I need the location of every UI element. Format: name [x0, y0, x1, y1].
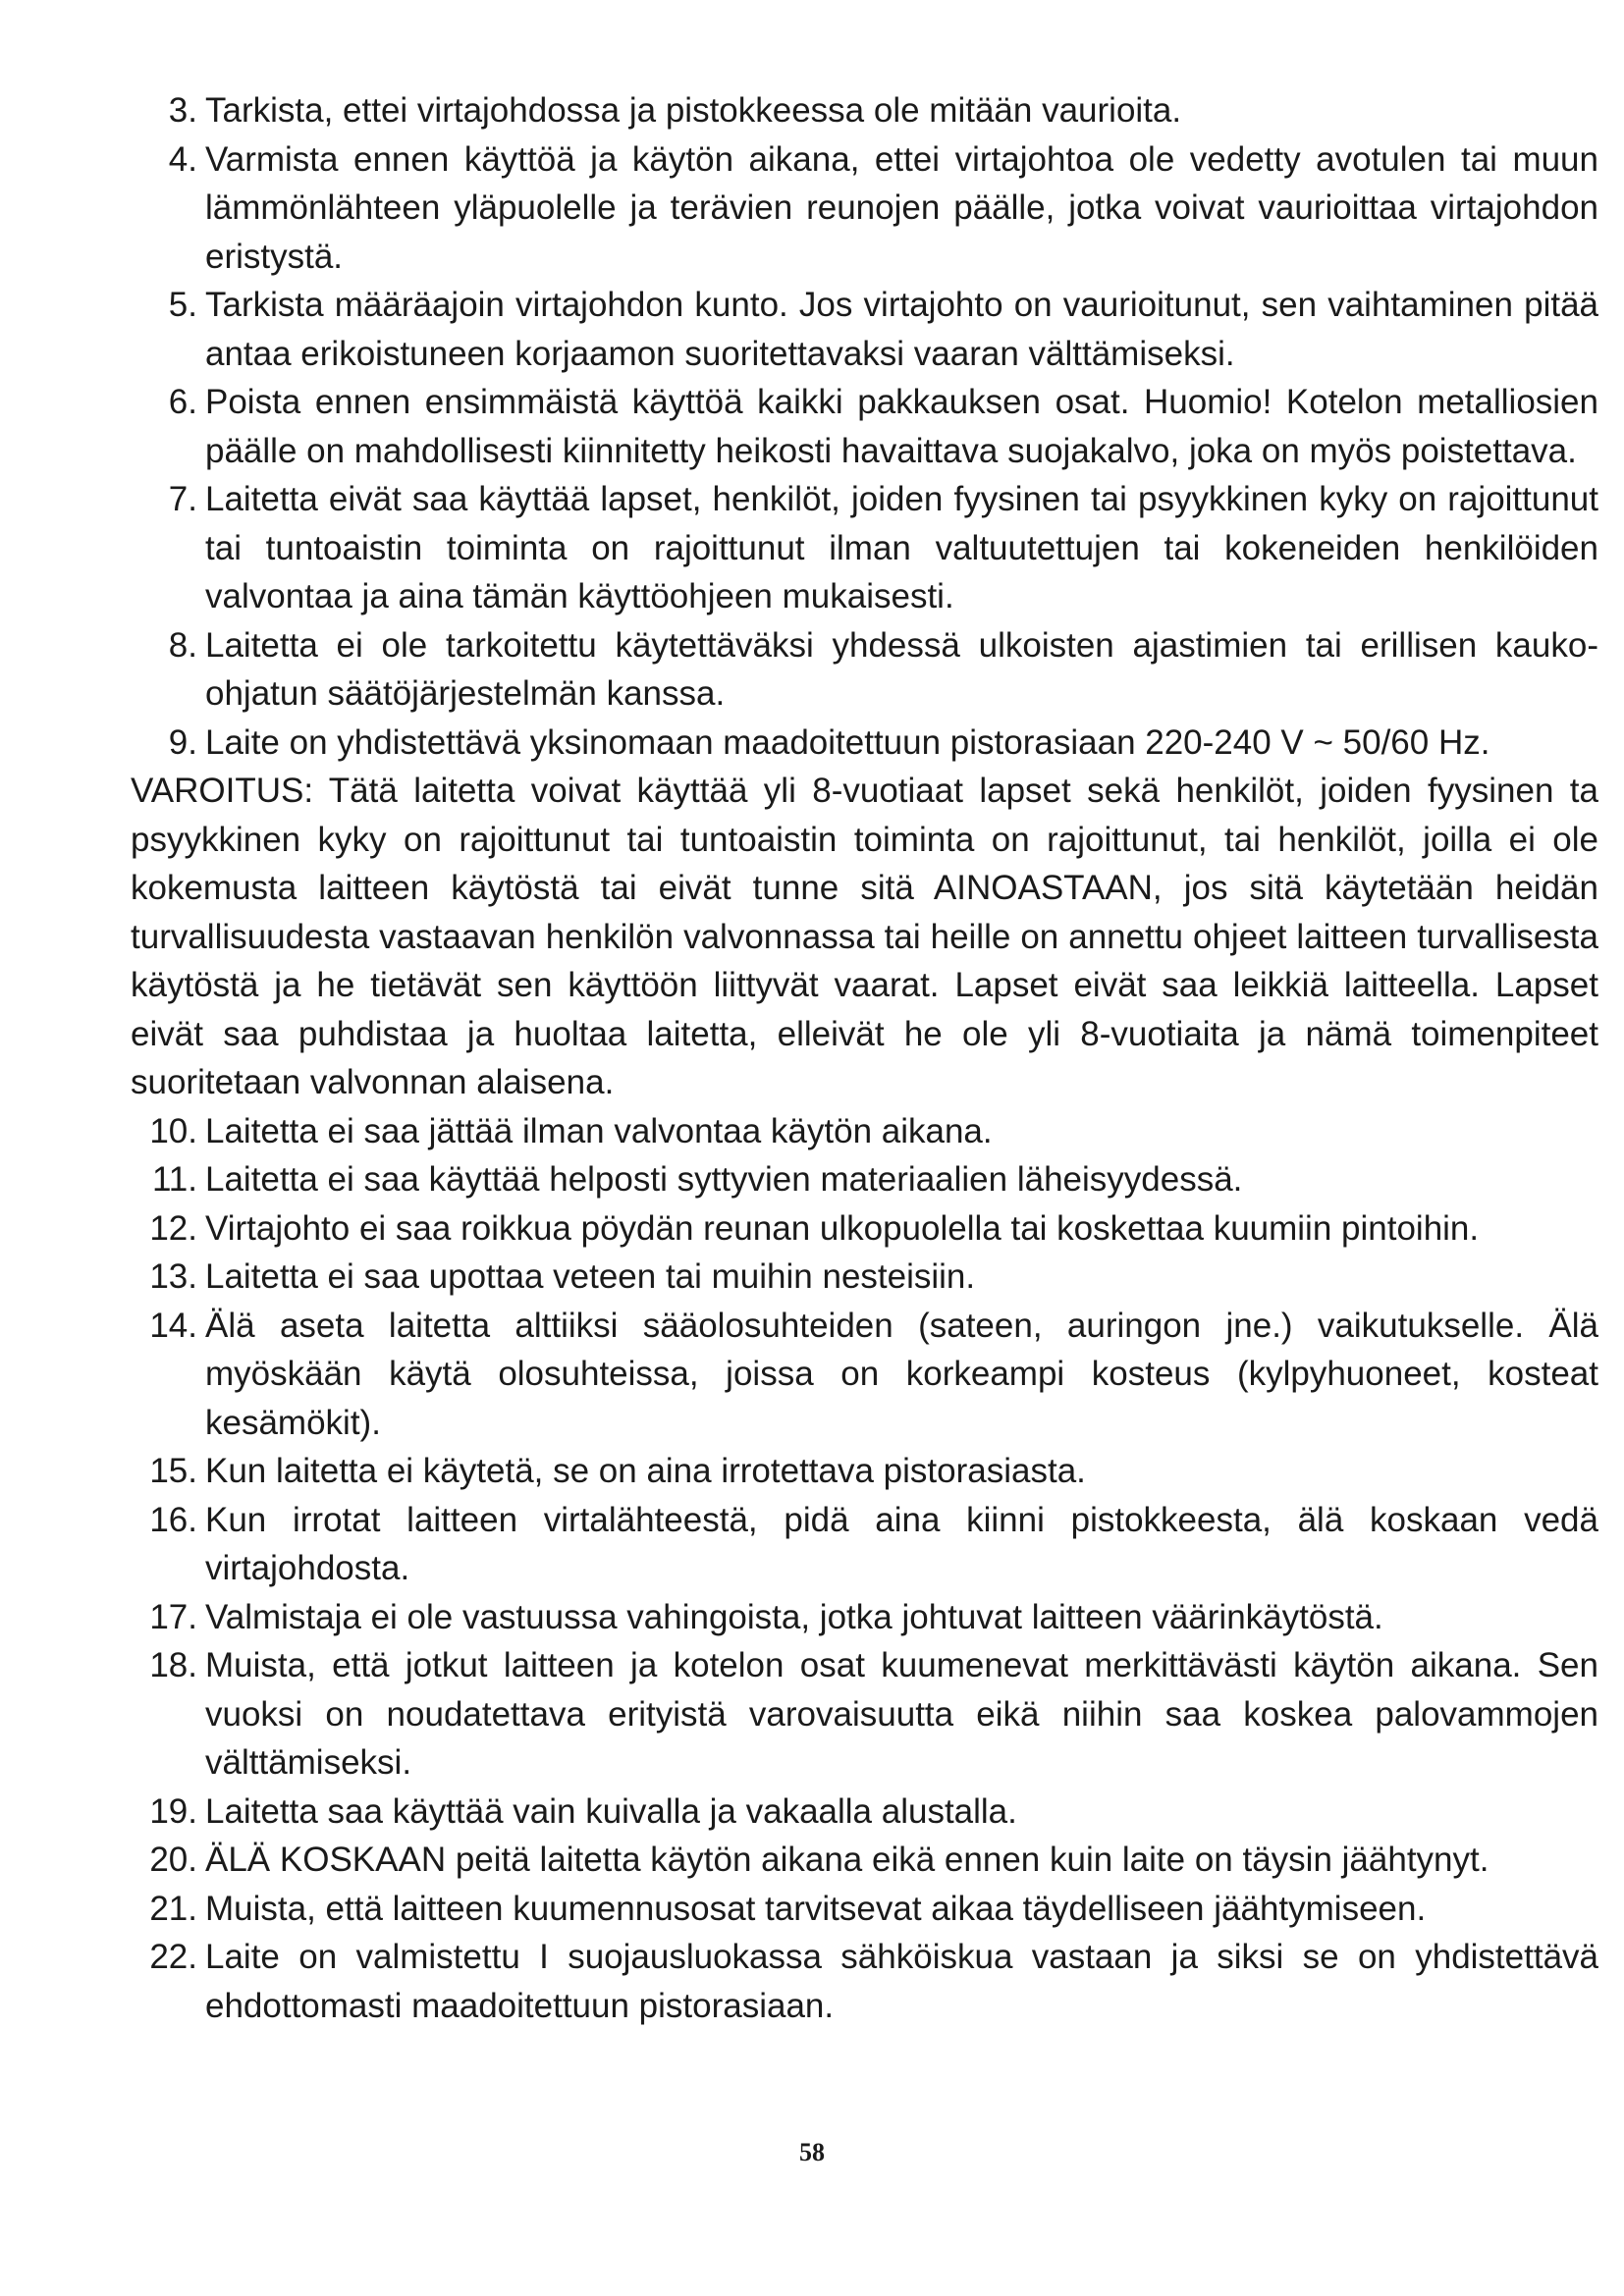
list-item-text: Laite on yhdistettävä yksinomaan maadoitettuun pistorasiaan 220-240 V ~ 50/60 Hz. — [205, 722, 1490, 762]
list-item-text: Älä aseta laitetta alttiiksi sääolosuhteiden (sateen, auringon jne.) vaikutukselle. Älä myöskään käytä olosuhteissa, joissa on korkeampi kosteus (kylpyhuoneet, kosteat kesämökit). — [205, 1306, 1598, 1442]
list-item-text: Laitetta ei saa upottaa veteen tai muihin nesteisiin. — [205, 1257, 976, 1296]
list-item — [131, 1155, 1598, 1204]
list-item — [131, 1788, 1598, 1837]
list-item-number: 22. — [149, 1938, 197, 1976]
list-item-text: Laitetta ei saa jättää ilman valvontaa käytön aikana. — [205, 1111, 993, 1150]
list-item — [131, 1204, 1598, 1254]
page-number: 58 — [799, 2138, 825, 2166]
list-item-number: 19. — [149, 1791, 197, 1831]
list-item-text: Kun laitetta ei käytetä, se on aina irrotettava pistorasiasta. — [205, 1452, 1086, 1490]
list-item-number: 9. — [168, 722, 197, 762]
list-item-text: Tarkista, ettei virtajohdossa ja pistokkeessa ole mitään vaurioita. — [205, 91, 1182, 130]
list-item-text: Laitetta ei saa käyttää helposti syttyvien materiaalien läheisyydessä. — [205, 1160, 1243, 1199]
list-item — [131, 135, 1598, 282]
list-item — [131, 1302, 1598, 1448]
list-item-text: Laitetta saa käyttää vain kuivalla ja vakaalla alustalla. — [205, 1791, 1017, 1831]
list-item-number: 7. — [168, 480, 197, 518]
list-item-text: Muista, että jotkut laitteen ja kotelon osat kuumenevat merkittävästi käytön aikana. Sen vuoksi on noudatettava erityistä varovaisuutta eikä niihin saa koskea palovammojen välttämiseksi. — [205, 1646, 1598, 1782]
list-item — [131, 86, 1598, 135]
list-item-number: 6. — [168, 383, 197, 421]
document-page — [131, 86, 1598, 2030]
list-item — [131, 281, 1598, 378]
warning-paragraph: VAROITUS: Tätä laitetta voivat käyttää yli 8-vuotiaat lapset sekä henkilöt, joiden fyysinen ta psyykkinen kyky on rajoittunut tai tuntoaistin toiminta on rajoittunut, tai henkilöt, joilla ei ole kokemusta laitteen käytöstä tai eivät tunne sitä AINOASTAAN, jos sitä käytetään heidän turvallisuudesta vastaavan henkilön valvonnassa tai heille on annettu ohjeet laitteen turvallisesta käytöstä ja he tietävät sen käyttöön liittyvät vaarat. Lapset eivät saa leikkiä laitteella. Lapset eivät saa puhdistaa ja huoltaa laitetta, elleivät he ole yli 8-vuotiaita ja nämä toimenpiteet suoritetaan valvonnan alaisena. — [131, 772, 1598, 1101]
list-item — [131, 1885, 1598, 1934]
list-item — [131, 1593, 1598, 1642]
list-item — [131, 1107, 1598, 1156]
list-item-text: Tarkista määräajoin virtajohdon kunto. Jos virtajohto on vaurioitunut, sen vaihtaminen pitää antaa erikoistuneen korjaamon suoritettavaksi vaaran välttämiseksi. — [205, 286, 1598, 373]
list-item-text: Laitetta eivät saa käyttää lapset, henkilöt, joiden fyysinen tai psyykkinen kyky on rajoittunut tai tuntoaistin toiminta on rajoittunut ilman valtuutettujen tai kokeneiden henkilöiden valvontaa ja aina tämän käyttöohjeen mukaisesti. — [205, 480, 1598, 615]
list-item — [131, 1836, 1598, 1885]
list-item-text: Kun irrotat laitteen virtalähteestä, pidä aina kiinni pistokkeesta, älä koskaan vedä virtajohdosta. — [205, 1500, 1598, 1587]
list-item — [131, 1253, 1598, 1302]
list-item-number: 4. — [168, 139, 197, 179]
list-item-number: 14. — [149, 1306, 197, 1345]
list-item — [131, 378, 1598, 475]
list-item-number: 16. — [149, 1500, 197, 1539]
list-item-text: Laite on valmistettu I suojausluokassa sähköiskua vastaan ja siksi se on yhdistettävä ehdottomasti maadoitettuun pistorasiaan. — [205, 1938, 1598, 2025]
list-item — [131, 1933, 1598, 2030]
list-item-number: 3. — [168, 91, 197, 130]
list-item-number: 17. — [149, 1597, 197, 1636]
list-item — [131, 719, 1598, 768]
list-item-number: 12. — [149, 1208, 197, 1248]
list-item-text: Laitetta ei ole tarkoitettu käytettäväksi yhdessä ulkoisten ajastimien tai erillisen kauko-ohjatun säätöjärjestelmän kanssa. — [205, 625, 1598, 713]
list-item — [131, 475, 1598, 621]
list-item — [131, 1641, 1598, 1788]
list-item — [131, 1496, 1598, 1593]
safety-list-part-2 — [131, 1107, 1598, 2031]
list-item-number: 15. — [149, 1452, 197, 1490]
list-item — [131, 621, 1598, 719]
list-item-number: 20. — [149, 1841, 197, 1879]
list-item-text: Virtajohto ei saa roikkua pöydän reunan ulkopuolella tai koskettaa kuumiin pintoihin. — [205, 1208, 1480, 1248]
list-item-text: Muista, että laitteen kuumennusosat tarvitsevat aikaa täydelliseen jäähtymiseen. — [205, 1889, 1427, 1928]
list-item-number: 21. — [149, 1889, 197, 1928]
list-item-text: ÄLÄ KOSKAAN peitä laitetta käytön aikana eikä ennen kuin laite on täysin jäähtynyt. — [205, 1841, 1489, 1879]
list-item-number: 10. — [149, 1111, 197, 1150]
list-item-number: 11. — [151, 1160, 197, 1199]
list-item — [131, 1447, 1598, 1496]
safety-list-part-1 — [131, 86, 1598, 767]
list-item-number: 5. — [168, 286, 197, 324]
list-item-text: Varmista ennen käyttöä ja käytön aikana, ettei virtajohtoa ole vedetty avotulen tai muun lämmönlähteen yläpuolelle ja terävien reunojen päälle, jotka voivat vaurioittaa virtajohdon eristystä. — [205, 139, 1598, 276]
list-item-number: 13. — [149, 1257, 197, 1296]
list-item-text: Poista ennen ensimmäistä käyttöä kaikki pakkauksen osat. Huomio! Kotelon metalliosien päälle on mahdollisesti kiinnitetty heikosti havaittava suojakalvo, joka on myös poistettava. — [205, 383, 1598, 470]
list-item-number: 8. — [168, 625, 197, 665]
list-item-number: 18. — [149, 1646, 197, 1684]
list-item-text: Valmistaja ei ole vastuussa vahingoista, jotka johtuvat laitteen väärinkäytöstä. — [205, 1597, 1383, 1636]
